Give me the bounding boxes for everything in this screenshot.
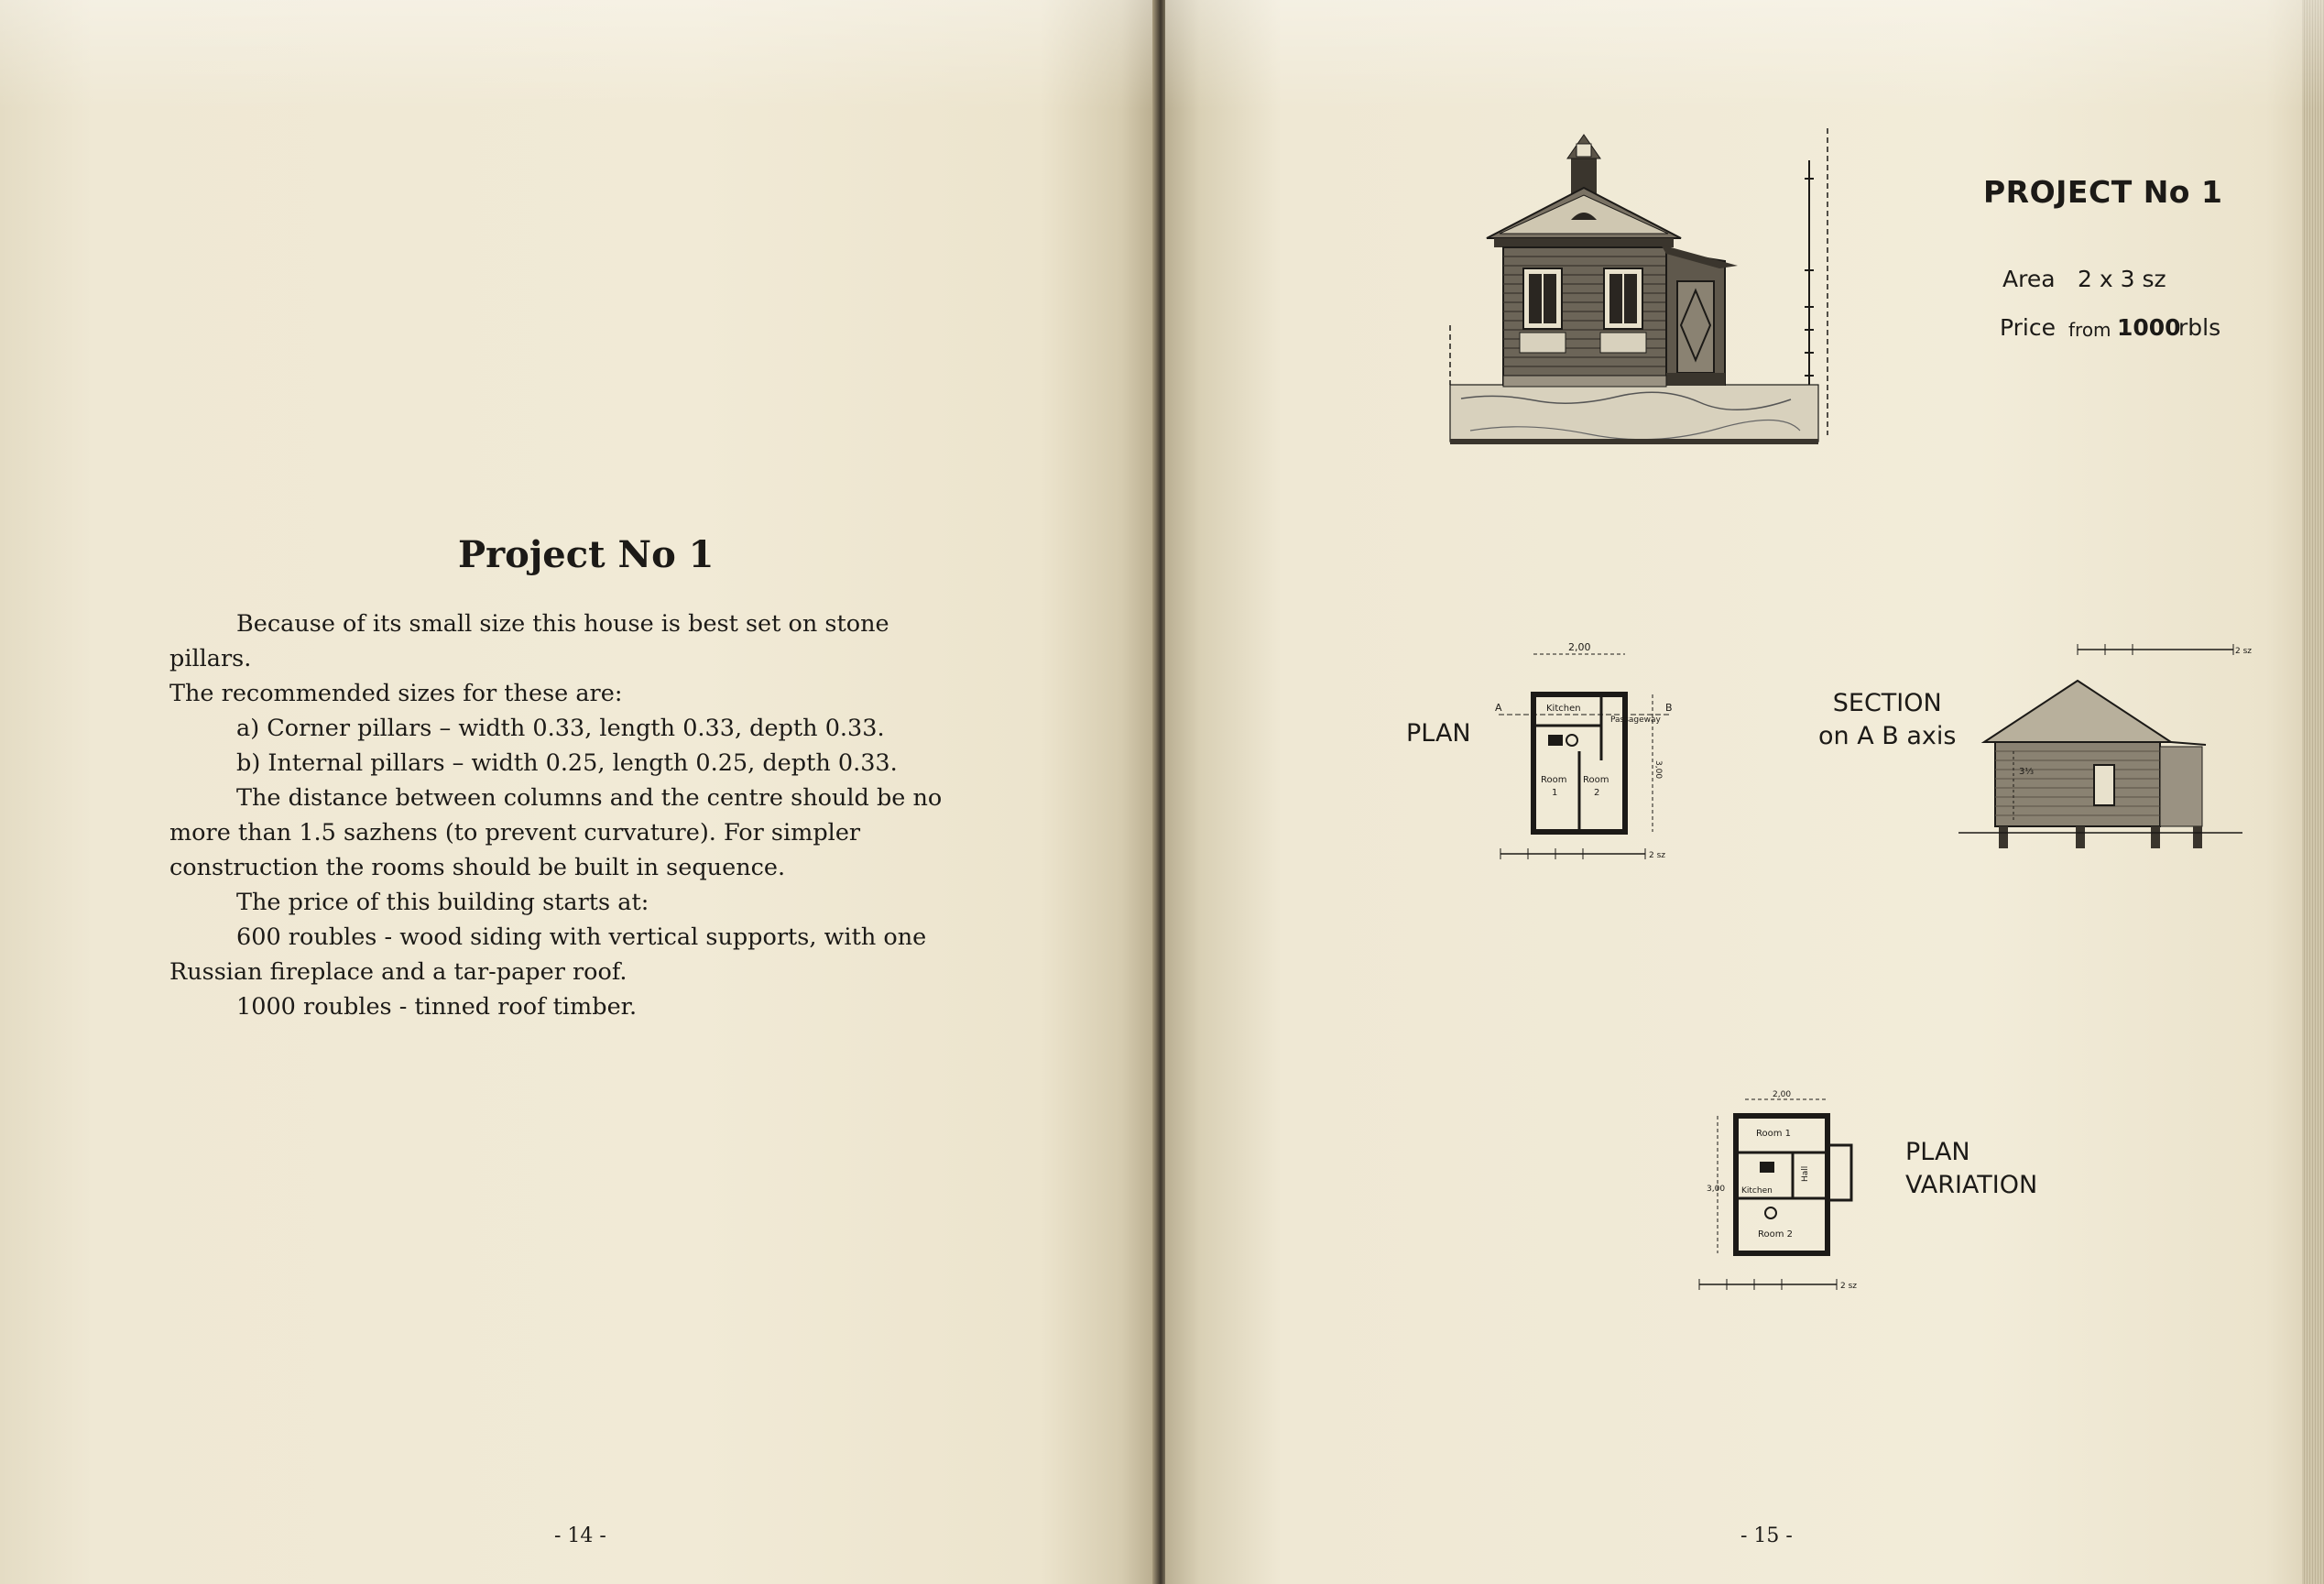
variation-kitchen-label: Kitchen bbox=[1741, 1186, 1773, 1196]
axis-b-label: B bbox=[1665, 702, 1673, 714]
plan-room1-label: Room bbox=[1541, 775, 1567, 785]
plan-kitchen-label: Kitchen bbox=[1546, 704, 1581, 714]
left-page bbox=[0, 0, 1156, 1584]
page-number: - 14 - bbox=[554, 1524, 606, 1547]
plan-room2-number: 2 bbox=[1594, 788, 1600, 798]
paragraph: The price of this building starts at: bbox=[236, 889, 649, 916]
paragraph: 600 roubles - wood siding with vertical supports, with one Russian fireplace and a tar-paper roof. bbox=[169, 923, 927, 986]
price-label: Price bbox=[2000, 314, 2056, 341]
paragraph: The distance between columns and the centre should be no more than 1.5 sazhens (to prevent curvature). For simpler construction the rooms should be built in sequence. bbox=[169, 784, 943, 881]
variation-dim-side: 3,00 bbox=[1707, 1185, 1726, 1194]
paragraph: a) Corner pillars – width 0.33, length 0.33, depth 0.33. bbox=[236, 715, 885, 742]
plan-variation-line2: VARIATION bbox=[1905, 1171, 2038, 1199]
section-label bbox=[1818, 687, 1956, 753]
section-label-line2: on A B axis bbox=[1818, 722, 1957, 750]
house-elevation-drawing bbox=[1443, 124, 1846, 453]
plan-scale-label: 2 sz bbox=[1649, 851, 1665, 860]
plan-dim-side: 3,00 bbox=[1653, 760, 1663, 780]
paragraph: b) Internal pillars – width 0.25, length 0.25, depth 0.33. bbox=[236, 749, 898, 777]
area-label: Area bbox=[2002, 266, 2056, 292]
price-unit: rbls bbox=[2178, 314, 2221, 341]
axis-a-label: A bbox=[1495, 702, 1502, 714]
plan-room1-number: 1 bbox=[1552, 788, 1558, 798]
plan-variation-line1: PLAN bbox=[1905, 1138, 1970, 1166]
section-drawing bbox=[1958, 637, 2252, 866]
project-heading: PROJECT No 1 bbox=[1983, 174, 2223, 210]
plan-label: PLAN bbox=[1406, 719, 1471, 748]
variation-room2-label: Room 2 bbox=[1758, 1229, 1794, 1240]
plan-room2-label: Room bbox=[1583, 775, 1609, 785]
section-height-label: 3⅓ bbox=[2019, 767, 2035, 777]
body-text bbox=[169, 606, 976, 1024]
section-label-line1: SECTION bbox=[1832, 689, 1942, 717]
paragraph: 1000 roubles - tinned roof timber. bbox=[236, 993, 638, 1021]
section-scale-label: 2 sz bbox=[2235, 647, 2252, 656]
plan-variation-label bbox=[1905, 1136, 2037, 1202]
area-value: 2 x 3 sz bbox=[2078, 266, 2166, 292]
plan-variation-drawing bbox=[1690, 1090, 1873, 1301]
variation-room1-label: Room 1 bbox=[1756, 1129, 1792, 1139]
variation-dim-top: 2,00 bbox=[1773, 1090, 1792, 1099]
price-from: from bbox=[2068, 319, 2111, 341]
plan-dim-top: 2,00 bbox=[1568, 641, 1591, 653]
page-edges bbox=[2302, 0, 2324, 1584]
page-title: Project No 1 bbox=[458, 533, 715, 576]
floor-plan-drawing bbox=[1491, 641, 1675, 870]
plan-passageway-label: Passageway bbox=[1610, 716, 1661, 725]
page-number: - 15 - bbox=[1740, 1524, 1793, 1547]
paragraph: The recommended sizes for these are: bbox=[169, 680, 623, 707]
variation-scale-label: 2 sz bbox=[1840, 1282, 1857, 1291]
variation-hall-label: Hall bbox=[1801, 1165, 1810, 1182]
paragraph: Because of its small size this house is best set on stone pillars. bbox=[169, 610, 889, 672]
price-value: 1000 bbox=[2117, 314, 2181, 341]
